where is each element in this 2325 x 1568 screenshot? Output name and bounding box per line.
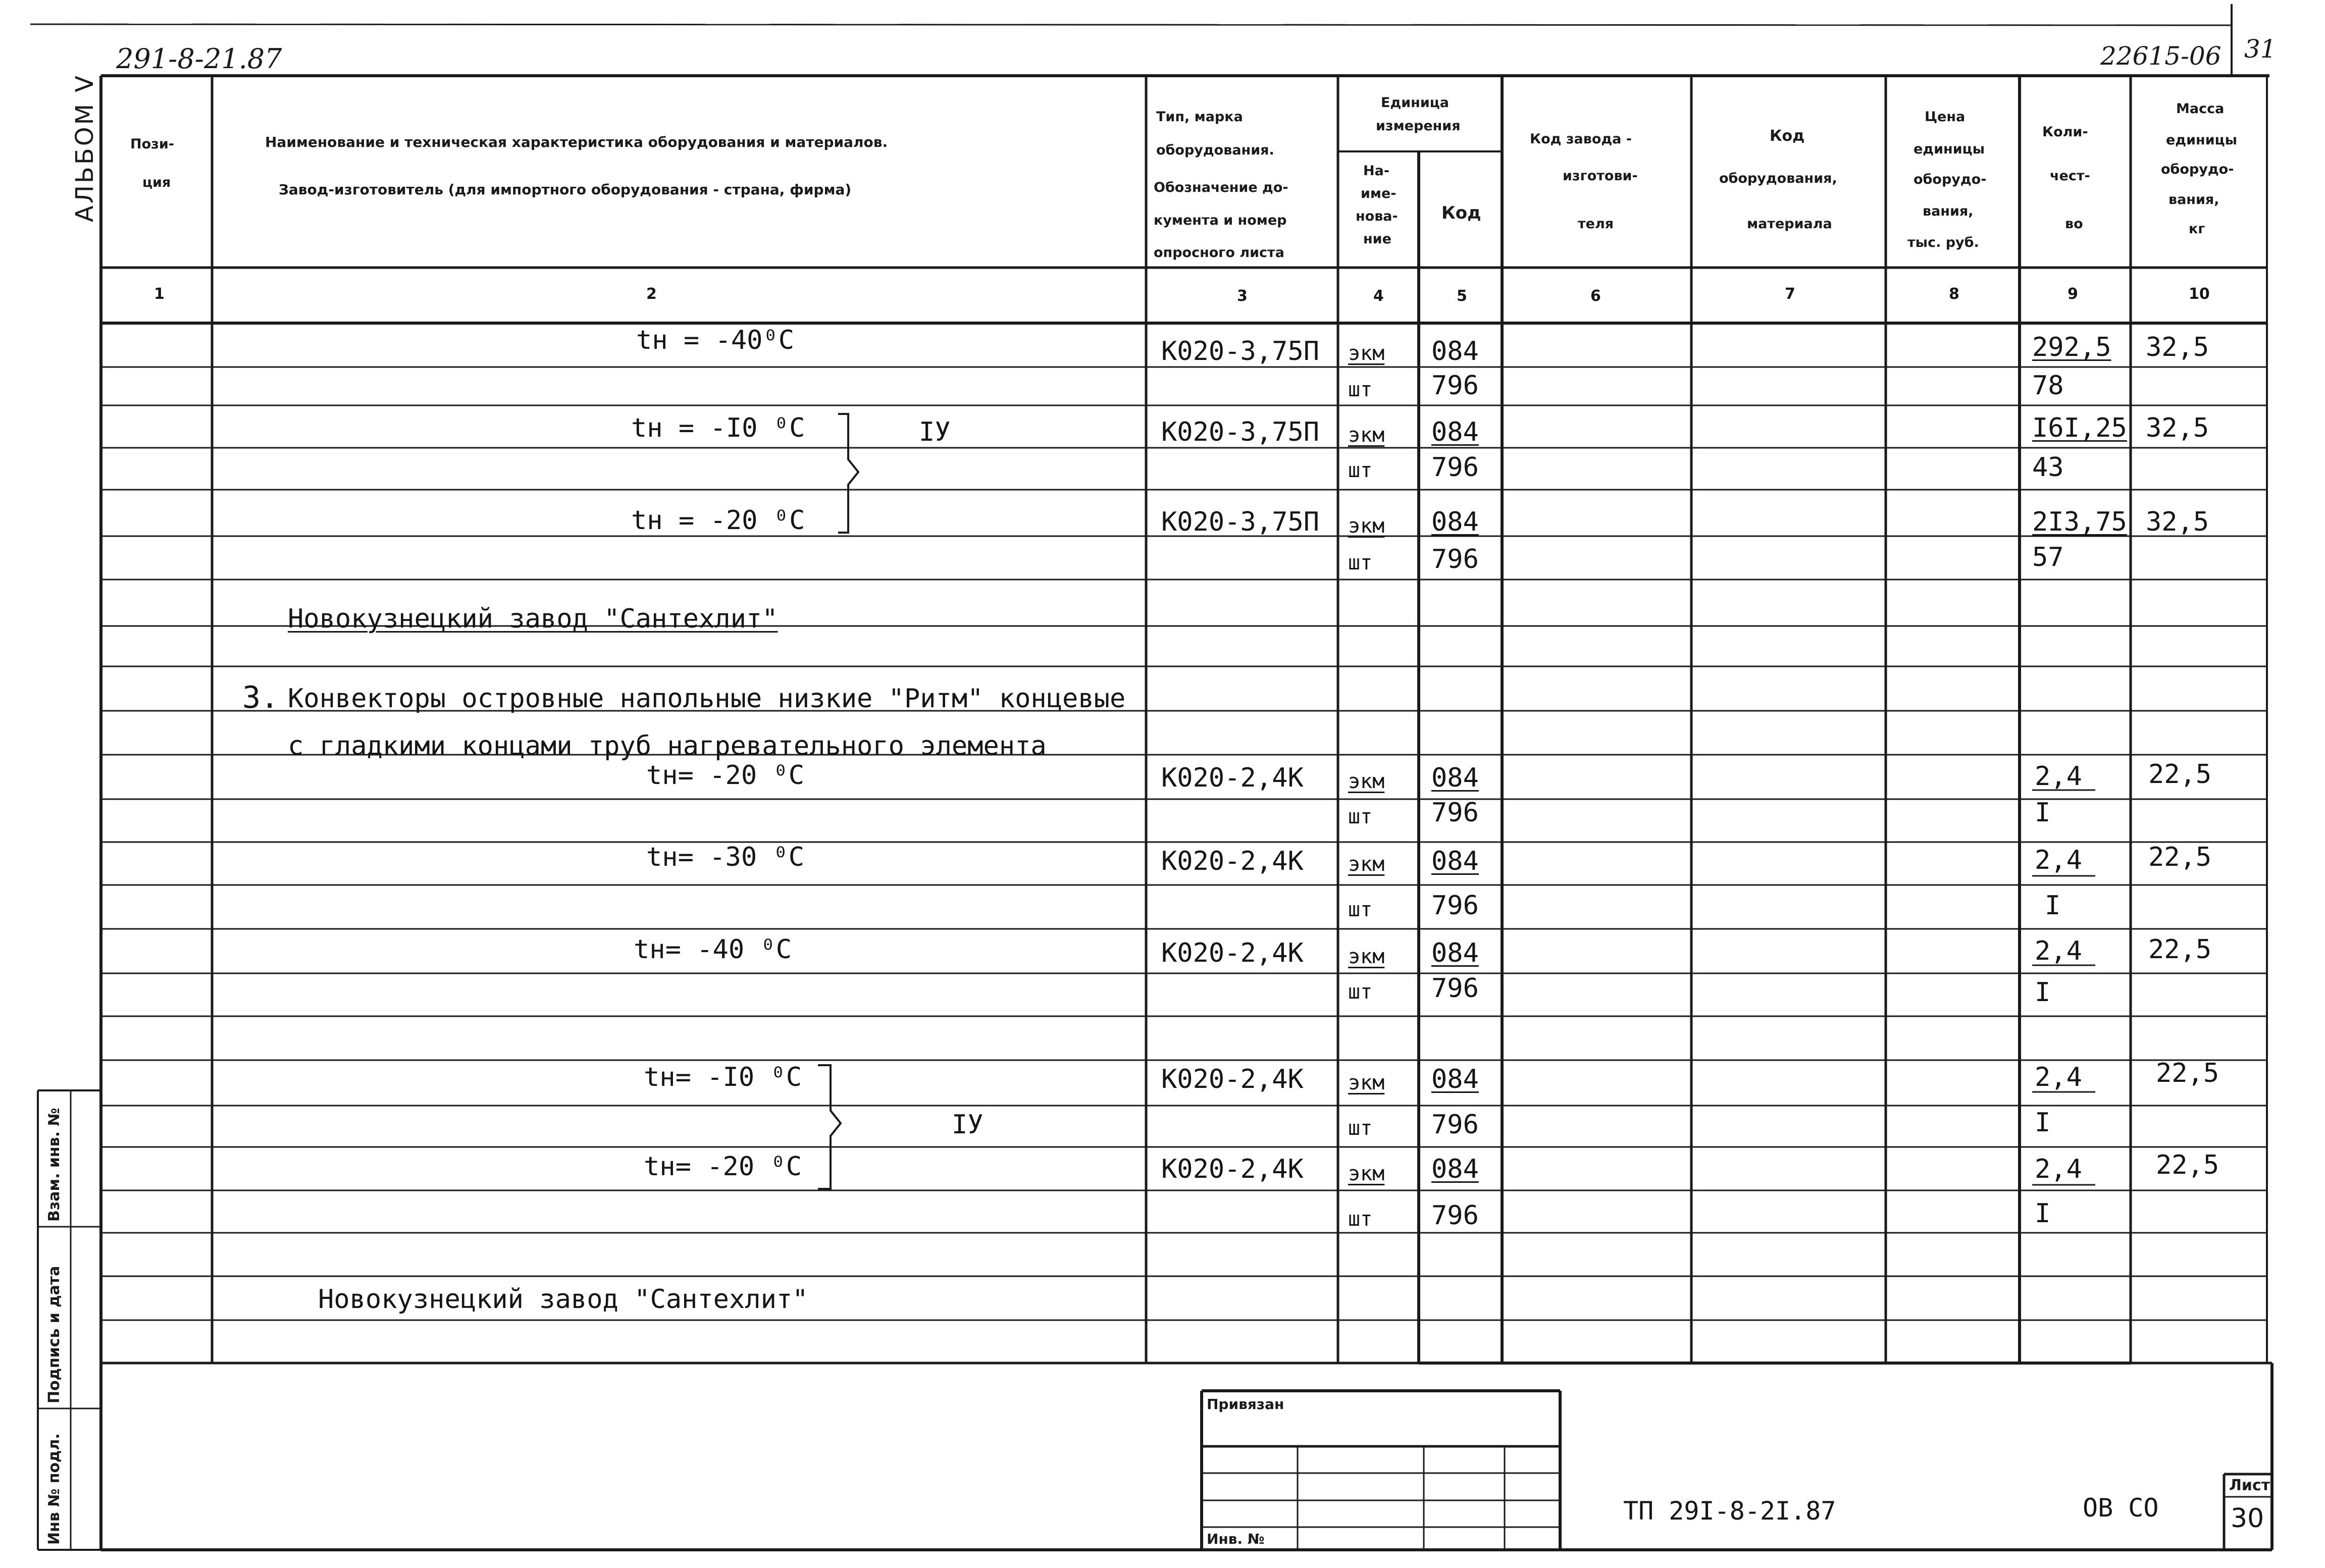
header-col4-line4: ние [1363,231,1391,247]
row-code: 084 [1431,846,1479,876]
row-code: 796 [1431,1200,1479,1231]
header-col8-line3: оборудо- [1914,172,1987,187]
header-col6-line2: изготови- [1563,168,1638,184]
section-title-line2: с гладкими концами труб нагревательного элемента [288,731,1047,761]
row-unit: экм [1348,342,1385,365]
row-unit: шт [1348,898,1373,921]
row-name: tн= -40 ⁰С [634,934,792,965]
row-type: К020-2,4К [1161,1064,1304,1094]
row-type: К020-3,75П [1161,336,1320,367]
header-col10-line5: кг [2189,221,2205,237]
row-name: tн= -20 ⁰С [644,1152,802,1182]
row-unit: шт [1348,980,1373,1004]
header-col6-line3: теля [1578,216,1614,232]
row-unit: экм [1348,514,1385,538]
header-col8-line2: единицы [1914,141,1985,157]
top-left-code: 291-8-21.87 [116,43,282,75]
row-unit: экм [1348,770,1385,793]
header-unit-line1: Единица [1381,95,1449,111]
header-col2-line1: Наименование и техническая характеристика оборудования и материалов. [265,134,888,150]
row-qty: I6I,25 [2032,413,2127,443]
row-mass: 32,5 [2146,507,2209,537]
row-code: 796 [1431,798,1479,828]
title-block-sheet-label: Лист [2229,1477,2270,1494]
stamp-original-inv: Инв № подл. [45,1433,63,1545]
header-col3-line2: оборудования. [1156,142,1274,158]
row-code: 084 [1431,938,1479,968]
row-unit: шт [1348,805,1373,828]
title-block-privyazan: Привязан [1207,1396,1284,1413]
header-col9-line3: во [2065,216,2083,232]
row-qty: 2,4 [2035,761,2082,792]
header-col10-line4: вания, [2168,192,2219,207]
stamp-replaced-inv: Взам. инв. № [45,1108,63,1222]
row-qty: I [2035,1198,2051,1229]
header-col8-line4: вания, [1923,203,1974,219]
row-unit: экм [1348,945,1385,968]
header-col3-line1: Тип, марка [1156,109,1243,125]
column-number: 1 [154,285,165,303]
header-col9-line1: Коли- [2042,124,2088,140]
header-col6-line1: Код завода - [1530,131,1632,147]
row-unit: шт [1348,378,1373,401]
row-code: 796 [1431,452,1479,483]
row-unit: экм [1348,1162,1385,1185]
row-code: 084 [1431,417,1479,447]
header-col4-line3: нова- [1356,208,1398,224]
row-name: tн = -I0 ⁰С [631,413,805,443]
group-mark: IУ [952,1110,984,1140]
column-number: 7 [1785,285,1795,303]
row-qty: 2I3,75 [2032,507,2127,537]
row-code: 084 [1431,1064,1479,1094]
row-name: tн= -I0 ⁰С [644,1062,802,1092]
row-code: 796 [1431,544,1479,574]
title-block-inv-no: Инв. № [1207,1531,1265,1547]
header-col10-line1: Масса [2176,101,2225,117]
row-code: 084 [1431,336,1479,367]
row-qty: 2,4 [2035,845,2082,875]
row-type: К020-2,4К [1161,938,1304,968]
column-number: 4 [1373,287,1384,305]
row-qty: 2,4 [2035,1062,2082,1092]
header-col1-line1: Пози- [130,136,174,152]
row-type: К020-3,75П [1161,417,1320,447]
row-unit: экм [1348,424,1385,447]
row-qty: 43 [2032,452,2064,483]
section-title-line1: Конвекторы островные напольные низкие "Ритм" концевые [288,684,1126,714]
header-col7-line3: материала [1747,216,1832,232]
column-number: 2 [646,285,657,303]
row-qty: 57 [2032,542,2064,572]
header-col2-line2: Завод-изготовитель (для импортного оборудования - страна, фирма) [279,181,852,198]
header-col4-line2: име- [1361,186,1397,201]
row-unit: шт [1348,459,1373,482]
row-qty: I [2035,798,2051,828]
row-unit: шт [1348,1117,1373,1140]
row-type: К020-2,4К [1161,763,1304,793]
header-col7-line2: оборудования, [1719,171,1837,186]
title-block-section: ОВ СО [2083,1493,2159,1523]
group-mark: IУ [919,417,951,447]
row-qty: 2,4 [2035,936,2082,966]
header-col10-line2: единицы [2166,132,2238,148]
row-qty: I [2045,891,2061,921]
row-unit: экм [1348,853,1385,876]
row-mass: 22,5 [2156,1150,2219,1180]
header-col3-line3: Обозначение до- [1154,180,1288,195]
header-col5: Код [1441,203,1481,223]
row-unit: шт [1348,1208,1373,1231]
header-col8-line5: тыс. руб. [1907,235,1979,250]
row-code: 796 [1431,891,1479,921]
row-mass: 22,5 [2148,934,2212,965]
header-col10-line3: оборудо- [2161,162,2234,177]
row-qty: 2,4 [2035,1154,2082,1184]
row-mass: 22,5 [2148,842,2212,872]
title-block-doc-code: ТП 29I-8-2I.87 [1623,1496,1836,1526]
row-qty: I [2035,1108,2051,1138]
row-mass: 22,5 [2156,1058,2219,1088]
row-qty: 292,5 [2032,332,2111,362]
row-qty: 78 [2032,371,2064,401]
title-block-sheet-number: 30 [2231,1503,2264,1534]
header-col3-line5: опросного листа [1154,245,1284,260]
row-mass: 32,5 [2146,413,2209,443]
stamp-signature-date: Подпись и дата [45,1266,63,1403]
row-unit: шт [1348,551,1373,574]
row-type: К020-3,75П [1161,507,1320,537]
header-unit-line2: измерения [1376,118,1461,134]
header-col8-line1: Цена [1925,109,1966,125]
manufacturer-line: Новокузнецкий завод "Сантехлит" [288,604,778,634]
row-code: 084 [1431,1154,1479,1184]
row-mass: 22,5 [2148,759,2212,790]
top-right-code: 22615-06 [2100,41,2221,71]
corner-page-number: 31 [2244,34,2277,64]
row-code: 796 [1431,371,1479,401]
header-col9-line2: чест- [2050,168,2090,184]
row-name: tн = -20 ⁰С [631,505,805,536]
header-col7-line1: Код [1770,127,1805,145]
row-code: 796 [1431,1110,1479,1140]
column-number: 9 [2068,285,2078,303]
row-name: tн = -40⁰С [636,325,795,355]
column-number: 3 [1237,287,1248,305]
row-qty: I [2035,977,2051,1008]
row-type: К020-2,4К [1161,846,1304,876]
row-code: 084 [1431,763,1479,793]
row-unit: экм [1348,1071,1385,1094]
header-col3-line4: кумента и номер [1154,213,1287,228]
column-number: 5 [1457,287,1467,305]
header-col4-line1: На- [1363,163,1390,179]
album-label: АЛЬБОМ V [71,73,99,222]
row-code: 084 [1431,507,1479,537]
column-number: 6 [1590,287,1601,305]
position-number: 3. [242,680,279,715]
row-name: tн= -20 ⁰С [646,760,805,791]
row-mass: 32,5 [2146,332,2209,362]
row-code: 796 [1431,973,1479,1004]
header-col1-line2: ция [142,175,171,190]
row-name: tн= -30 ⁰С [646,842,805,872]
manufacturer-line: Новокузнецкий завод "Сантехлит" [318,1284,808,1315]
column-number: 8 [1949,285,1959,303]
row-type: К020-2,4К [1161,1154,1304,1184]
column-number: 10 [2189,285,2210,303]
